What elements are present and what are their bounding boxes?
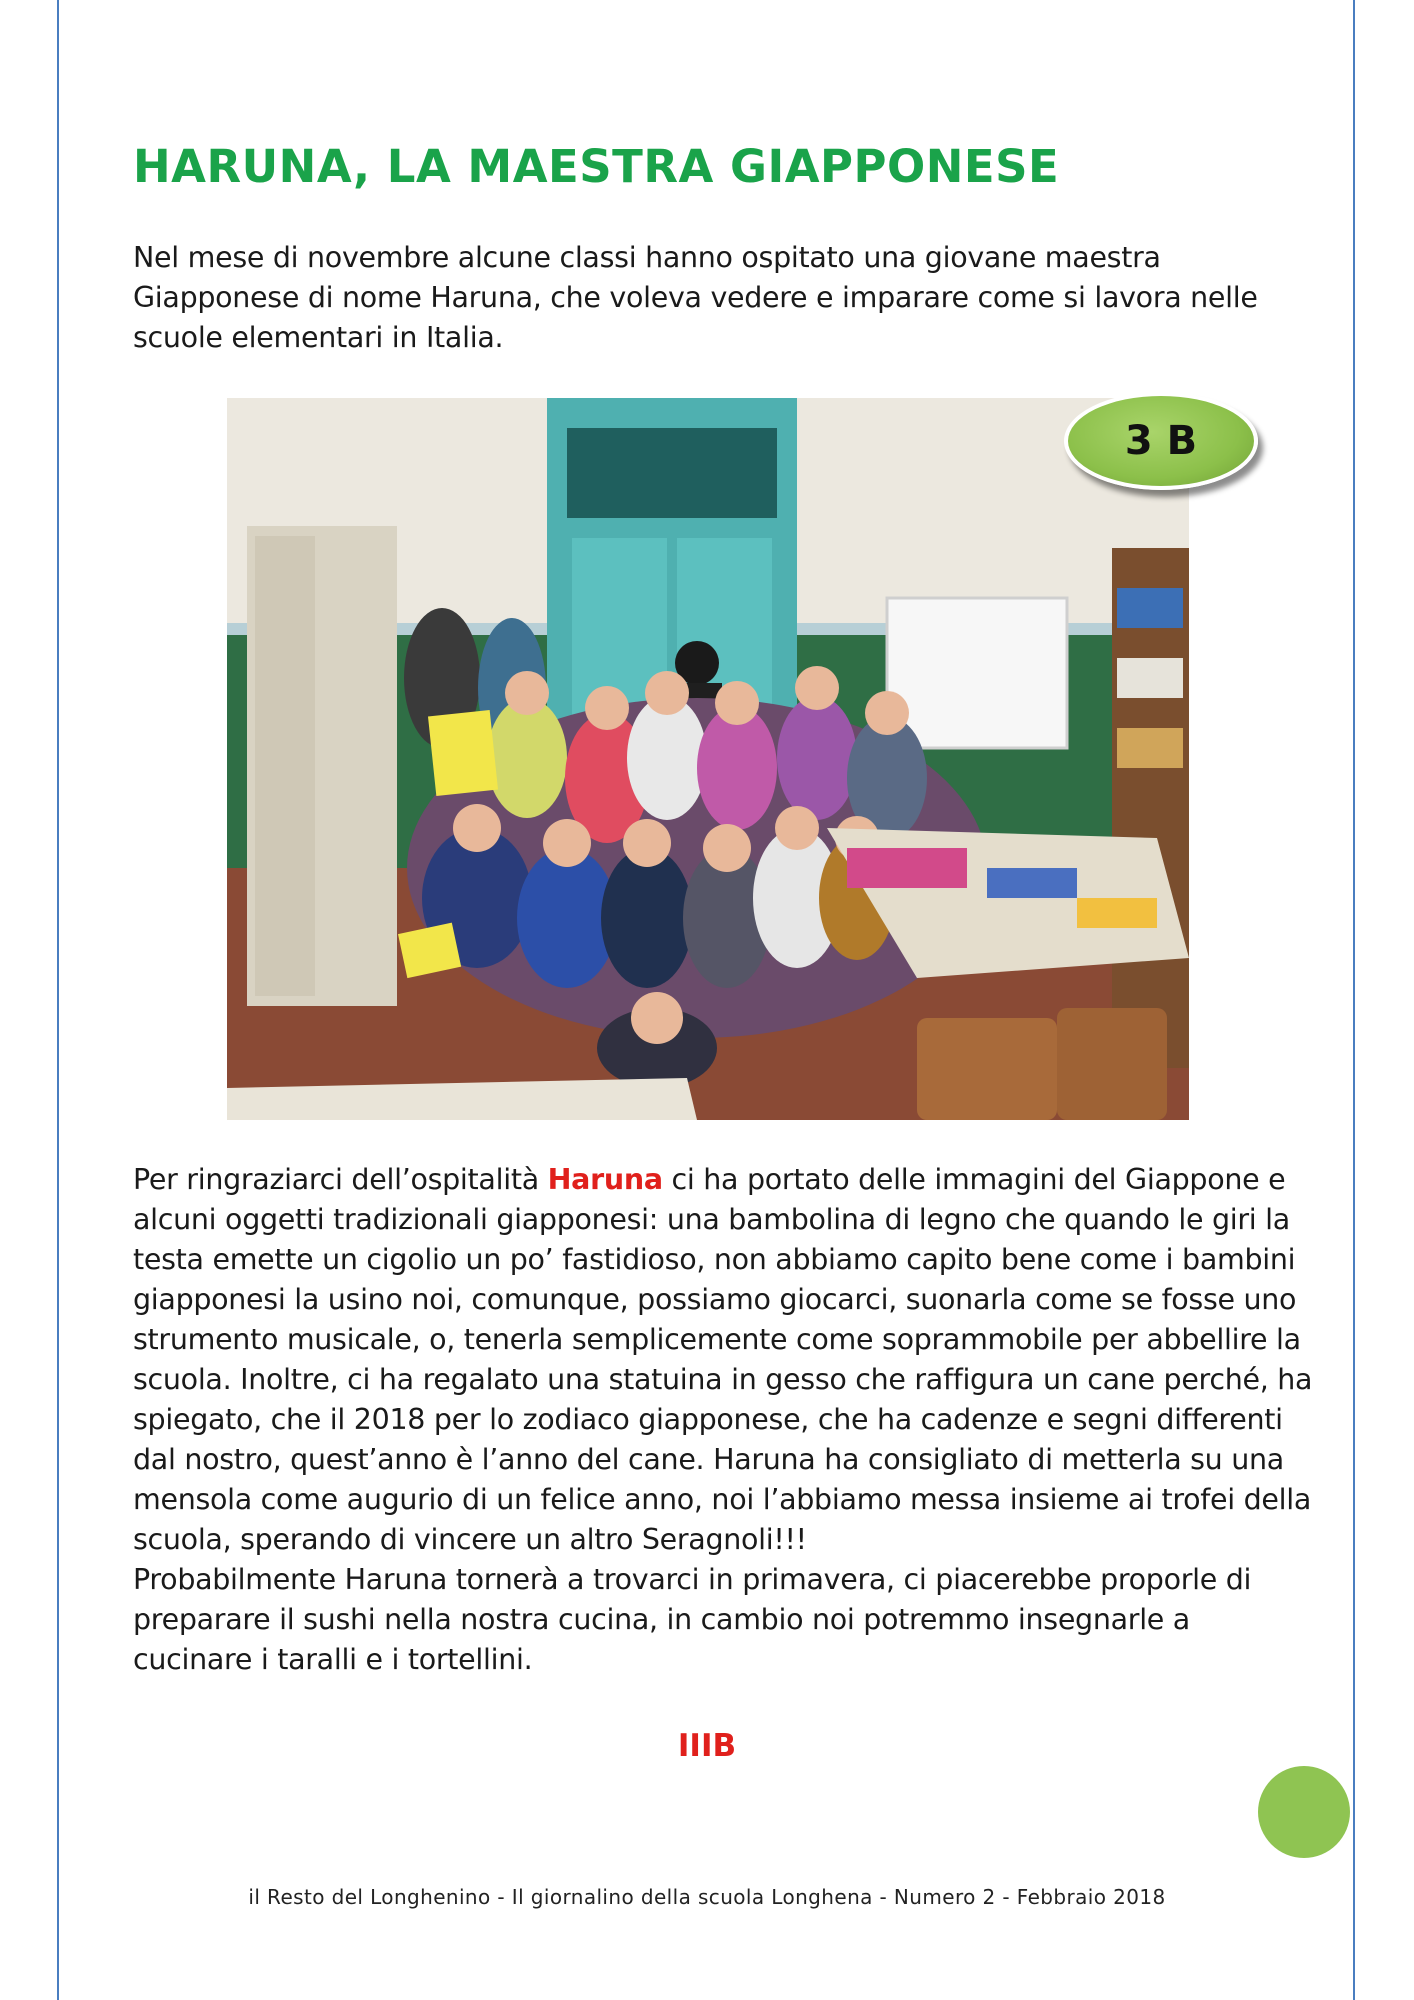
article-title: HARUNA, LA MAESTRA GIAPPONESE xyxy=(133,140,1060,193)
class-badge: 3 B xyxy=(1064,392,1258,490)
article-signature: IIIB xyxy=(677,1728,737,1764)
highlight-name: Haruna xyxy=(547,1163,663,1196)
body-text-start: Per ringraziarci dell’ospitalità xyxy=(133,1163,548,1196)
decorative-green-circle xyxy=(1258,1766,1350,1858)
article-intro: Nel mese di novembre alcune classi hanno ospitato una giovane maestra Giapponese di nome Haruna, che voleva vedere e imparare come si lavora nelle scuole elementari in Italia. xyxy=(133,241,1258,354)
page-footer: il Resto del Longhenino - Il giornalino della scuola Longhena - Numero 2 - Febbraio 2018 xyxy=(248,1885,1166,1909)
body-text-main: ci ha portato delle immagini del Giappone e alcuni oggetti tradizionali giapponesi: una bambolina di legno che quando le giri la testa emette un cigolio un po’ fastidioso, non abbiamo capito bene come i bambini giapponesi la usino noi, comunque, possiamo giocarci, suonarla come se fosse uno strumento musicale, o, tenerla semplicemente come soprammobile per abbellire la scuola. Inoltre, ci ha regalato una statuina in gesso che raffigura un cane perché, ha spiegato, che il 2018 per lo zodiaco giapponese, che ha cadenze e segni differenti dal nostro, quest’anno è l’anno del cane. Haruna ha consigliato di metterla su una mensola come augurio di un felice anno, noi l’abbiamo messa insieme ai trofei della scuola, sperando di vincere un altro Seragnoli!!! xyxy=(133,1163,1313,1556)
page-border-right xyxy=(1353,0,1355,2000)
page-border-left xyxy=(57,0,59,2000)
article-body xyxy=(133,1160,1313,1680)
body-text-closing: Probabilmente Haruna tornerà a trovarci in primavera, ci piacerebbe proporle di preparare il sushi nella nostra cucina, in cambio noi potremmo insegnarle a cucinare i taralli e i tortellini. xyxy=(133,1563,1252,1676)
class-photo xyxy=(227,398,1189,1120)
